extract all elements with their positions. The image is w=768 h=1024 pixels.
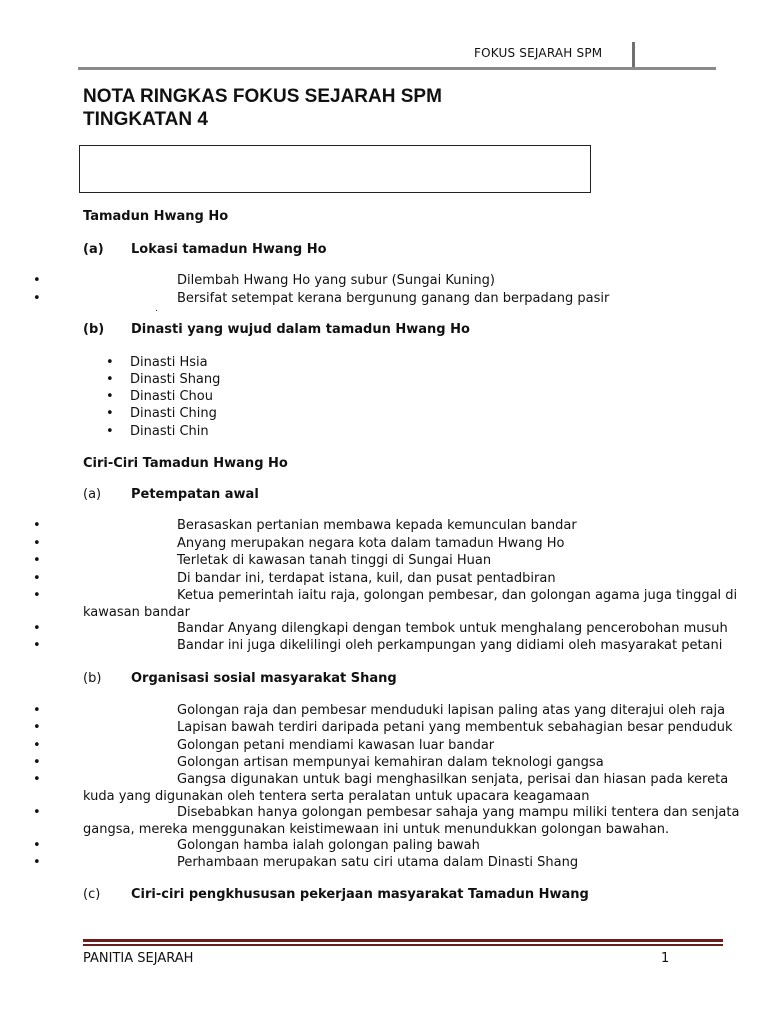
section-heading: Tamadun Hwang Ho	[83, 209, 229, 224]
bullet-icon: •	[106, 389, 114, 404]
sub-heading: Lokasi tamadun Hwang Ho	[131, 242, 327, 257]
bullet-icon: •	[106, 372, 114, 387]
bullet-text: Disebabkan hanya golongan pembesar sahaja yang mampu miliki tentera dan senjata	[177, 805, 740, 820]
bullet-text: Di bandar ini, terdapat istana, kuil, dan pusat pentadbiran	[177, 571, 556, 586]
bullet-text: Terletak di kawasan tanah tinggi di Sungai Huan	[177, 553, 492, 568]
bullet-icon: •	[33, 518, 41, 533]
list-item: Dinasti Ching	[130, 406, 217, 421]
bullet-text: Anyang merupakan negara kota dalam tamadun Hwang Ho	[177, 536, 565, 551]
bullet-icon: •	[33, 755, 41, 770]
sub-heading: Dinasti yang wujud dalam tamadun Hwang Ho	[131, 322, 470, 337]
bullet-icon: •	[33, 571, 41, 586]
bullet-icon: •	[33, 291, 41, 306]
sub-heading: Organisasi sosial masyarakat Shang	[131, 671, 397, 686]
bullet-icon: •	[33, 638, 41, 653]
list-item: Dinasti Hsia	[130, 355, 208, 370]
bullet-text-continuation: gangsa, mereka menggunakan keistimewaan ini untuk menundukkan golongan bawahan.	[83, 822, 670, 837]
sub-label: (b)	[83, 671, 102, 686]
list-item: Dinasti Chou	[130, 389, 213, 404]
bullet-icon: •	[33, 838, 41, 853]
bullet-icon: •	[33, 772, 41, 787]
page-number: 1	[661, 951, 670, 966]
bullet-text-continuation: kuda yang digunakan oleh tentera serta peralatan untuk upacara keagamaan	[83, 789, 590, 804]
stray-mark: .	[155, 304, 158, 314]
empty-box	[79, 145, 591, 193]
sub-label: (b)	[83, 322, 105, 337]
bullet-icon: •	[33, 536, 41, 551]
bullet-icon: •	[33, 553, 41, 568]
bullet-icon: •	[33, 273, 41, 288]
bullet-text: Golongan petani mendiami kawasan luar bandar	[177, 738, 495, 753]
section-heading: Ciri-Ciri Tamadun Hwang Ho	[83, 456, 288, 471]
bullet-icon: •	[33, 588, 41, 603]
title-line-1: NOTA RINGKAS FOKUS SEJARAH SPM	[83, 86, 442, 107]
bullet-icon: •	[106, 355, 114, 370]
bullet-text: Gangsa digunakan untuk bagi menghasilkan senjata, perisai dan hiasan pada kereta	[177, 772, 729, 787]
bullet-icon: •	[106, 424, 114, 439]
sub-label: (a)	[83, 242, 104, 257]
footer-rule	[83, 944, 723, 946]
list-item: Dinasti Chin	[130, 424, 209, 439]
list-item: Dinasti Shang	[130, 372, 221, 387]
bullet-text: Golongan artisan mempunyai kemahiran dalam teknologi gangsa	[177, 755, 604, 770]
bullet-text: Dilembah Hwang Ho yang subur (Sungai Kuning)	[177, 273, 495, 288]
title-line-2: TINGKATAN 4	[83, 109, 208, 130]
bullet-icon: •	[33, 738, 41, 753]
bullet-icon: •	[106, 406, 114, 421]
footer-rule	[83, 939, 723, 942]
bullet-text: Golongan hamba ialah golongan paling bawah	[177, 838, 480, 853]
bullet-text-continuation: kawasan bandar	[83, 605, 190, 620]
bullet-text: Golongan raja dan pembesar menduduki lapisan paling atas yang diterajui oleh raja	[177, 703, 726, 718]
bullet-icon: •	[33, 855, 41, 870]
bullet-text: Bandar ini juga dikelilingi oleh perkampungan yang didiami oleh masyarakat petani	[177, 638, 723, 653]
bullet-text: Perhambaan merupakan satu ciri utama dalam Dinasti Shang	[177, 855, 579, 870]
bullet-text: Lapisan bawah terdiri daripada petani yang membentuk sebahagian besar penduduk	[177, 720, 733, 735]
sub-heading: Ciri-ciri pengkhususan pekerjaan masyarakat Tamadun Hwang	[131, 887, 589, 902]
footer-text: PANITIA SEJARAH	[83, 951, 194, 966]
header-rule	[78, 67, 716, 70]
bullet-text: Bandar Anyang dilengkapi dengan tembok untuk menghalang pencerobohan musuh	[177, 621, 728, 636]
bullet-icon: •	[33, 621, 41, 636]
bullet-icon: •	[33, 703, 41, 718]
bullet-text: Ketua pemerintah iaitu raja, golongan pembesar, dan golongan agama juga tinggal di	[177, 588, 738, 603]
bullet-icon: •	[33, 720, 41, 735]
sub-heading: Petempatan awal	[131, 487, 259, 502]
bullet-text: Berasaskan pertanian membawa kepada kemunculan bandar	[177, 518, 577, 533]
sub-label: (a)	[83, 487, 102, 502]
bullet-icon: •	[33, 805, 41, 820]
sub-label: (c)	[83, 887, 101, 902]
header-vertical-bar	[632, 42, 635, 69]
bullet-text: Bersifat setempat kerana bergunung ganang dan berpadang pasir	[177, 291, 610, 306]
running-header: FOKUS SEJARAH SPM	[474, 46, 603, 60]
